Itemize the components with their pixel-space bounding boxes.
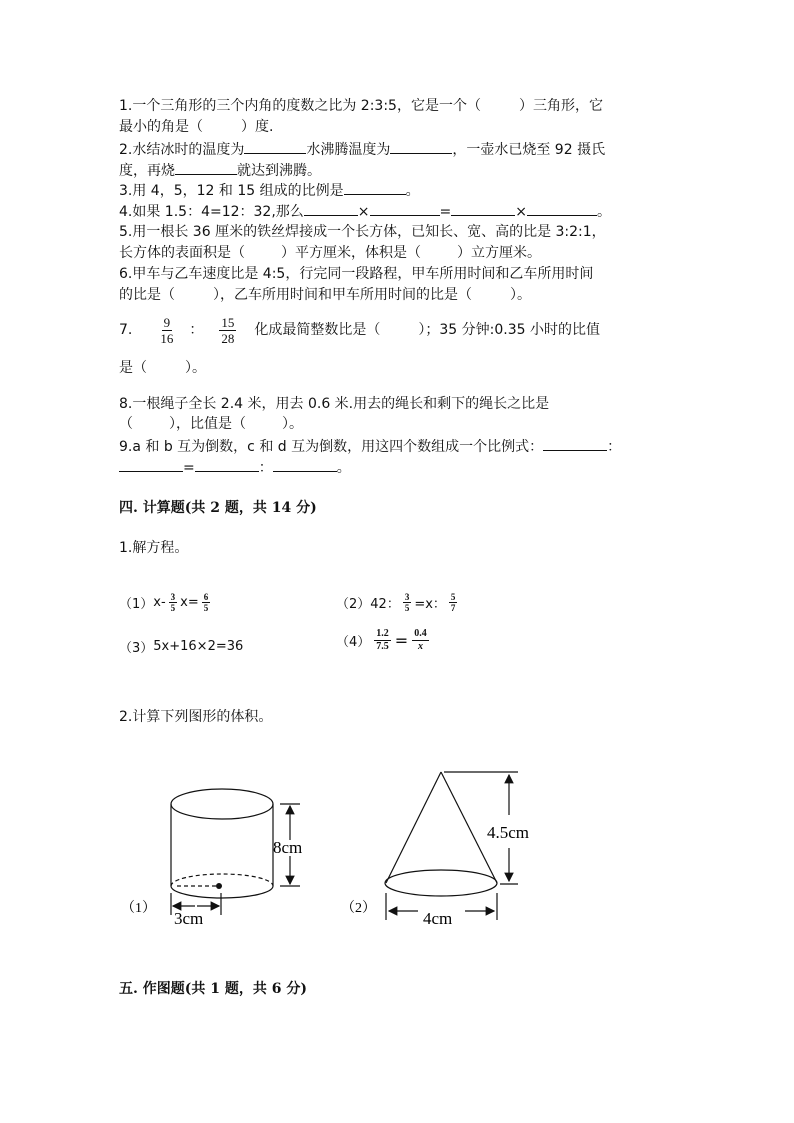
center-dot (216, 883, 222, 889)
cone-height-label: 4.5cm (487, 823, 530, 842)
question-2-line-2: 度，再烧 就达到沸腾。 (119, 160, 321, 181)
figure-2-label: （2） (341, 901, 376, 916)
section-4-title: 四. 计算题(共 2 题，共 14 分) (119, 500, 317, 516)
solve-heading: 1.解方程。 (119, 540, 189, 556)
figure-1-label: （1） (121, 901, 156, 916)
question-2-line-1: 2.水结冰时的温度为 水沸腾温度为 ，一壶水已烧至 92 摄氏 (119, 139, 605, 160)
question-5-line-1: 5.用一根长 36 厘米的铁丝焊接成一个长方体，已知长、宽、高的比是 3:2:1， (119, 224, 606, 240)
equation-3: （3） 5x+16×2=36 (119, 639, 244, 656)
question-6-line-1: 6.甲车与乙车速度比是 4:5，行完同一段路程，甲车所用时间和乙车所用时间 (119, 266, 594, 282)
equation-1: （1） x- $\frac{3}{5}$ x= $\frac{6}{5}$ (119, 592, 209, 613)
question-9-line-1: 9.a 和 b 互为倒数，c 和 d 互为倒数，用这四个数组成一个比例式： ： (119, 436, 621, 457)
cone-figure (385, 772, 518, 920)
question-9-line-2: = ： 。 (119, 457, 351, 478)
cylinder-radius-label: 3cm (174, 909, 204, 928)
question-6-line-2: 的比是（ ），乙车所用时间和甲车所用时间的比是（ ）。 (119, 287, 531, 303)
question-4: 4.如果 1.5：4=12：32,那么 × = × 。 (119, 201, 611, 222)
question-7-line-2: 是（ ）。 (119, 360, 206, 376)
question-1-line-2: 最小的角是（ ）度. (119, 119, 274, 135)
question-8-line-2: （ ），比值是（ ）。 (119, 416, 303, 432)
question-8-line-1: 8.一根绳子全长 2.4 米，用去 0.6 米.用去的绳长和剩下的绳长之比是 (119, 396, 550, 412)
question-1-line-1: 1.一个三角形的三个内角的度数之比为 2:3:5，它是一个（ ）三角形，它 (119, 98, 603, 114)
cylinder-height-label: 8cm (273, 838, 303, 857)
equation-2: （2） 42： $\frac{3}{5}$ =x： $\frac{5}{7}$ (336, 592, 456, 613)
question-7-line-1: 7. $\frac{9}{16}$ ： $\frac{15}{28}$ 化成最简整数比是（ ）；35 分钟:0.35 小时的比值 (119, 314, 600, 346)
question-5-line-2: 长方体的表面积是（ ）平方厘米，体积是（ ）立方厘米。 (119, 245, 541, 261)
section-5-title: 五. 作图题(共 1 题，共 6 分) (119, 981, 307, 997)
fraction-9-16: $\frac{9}{16}$ (160, 314, 174, 346)
fraction-15-28: $\frac{15}{28}$ (221, 314, 235, 346)
cone-diameter-label: 4cm (423, 909, 453, 928)
equation-4: （4） $\frac{1.2}{7.5}$ = $\frac{0.4}{x}$ (336, 628, 427, 652)
volume-heading: 2.计算下列图形的体积。 (119, 709, 273, 725)
question-3: 3.用 4，5，12 和 15 组成的比例是 。 (119, 180, 420, 201)
